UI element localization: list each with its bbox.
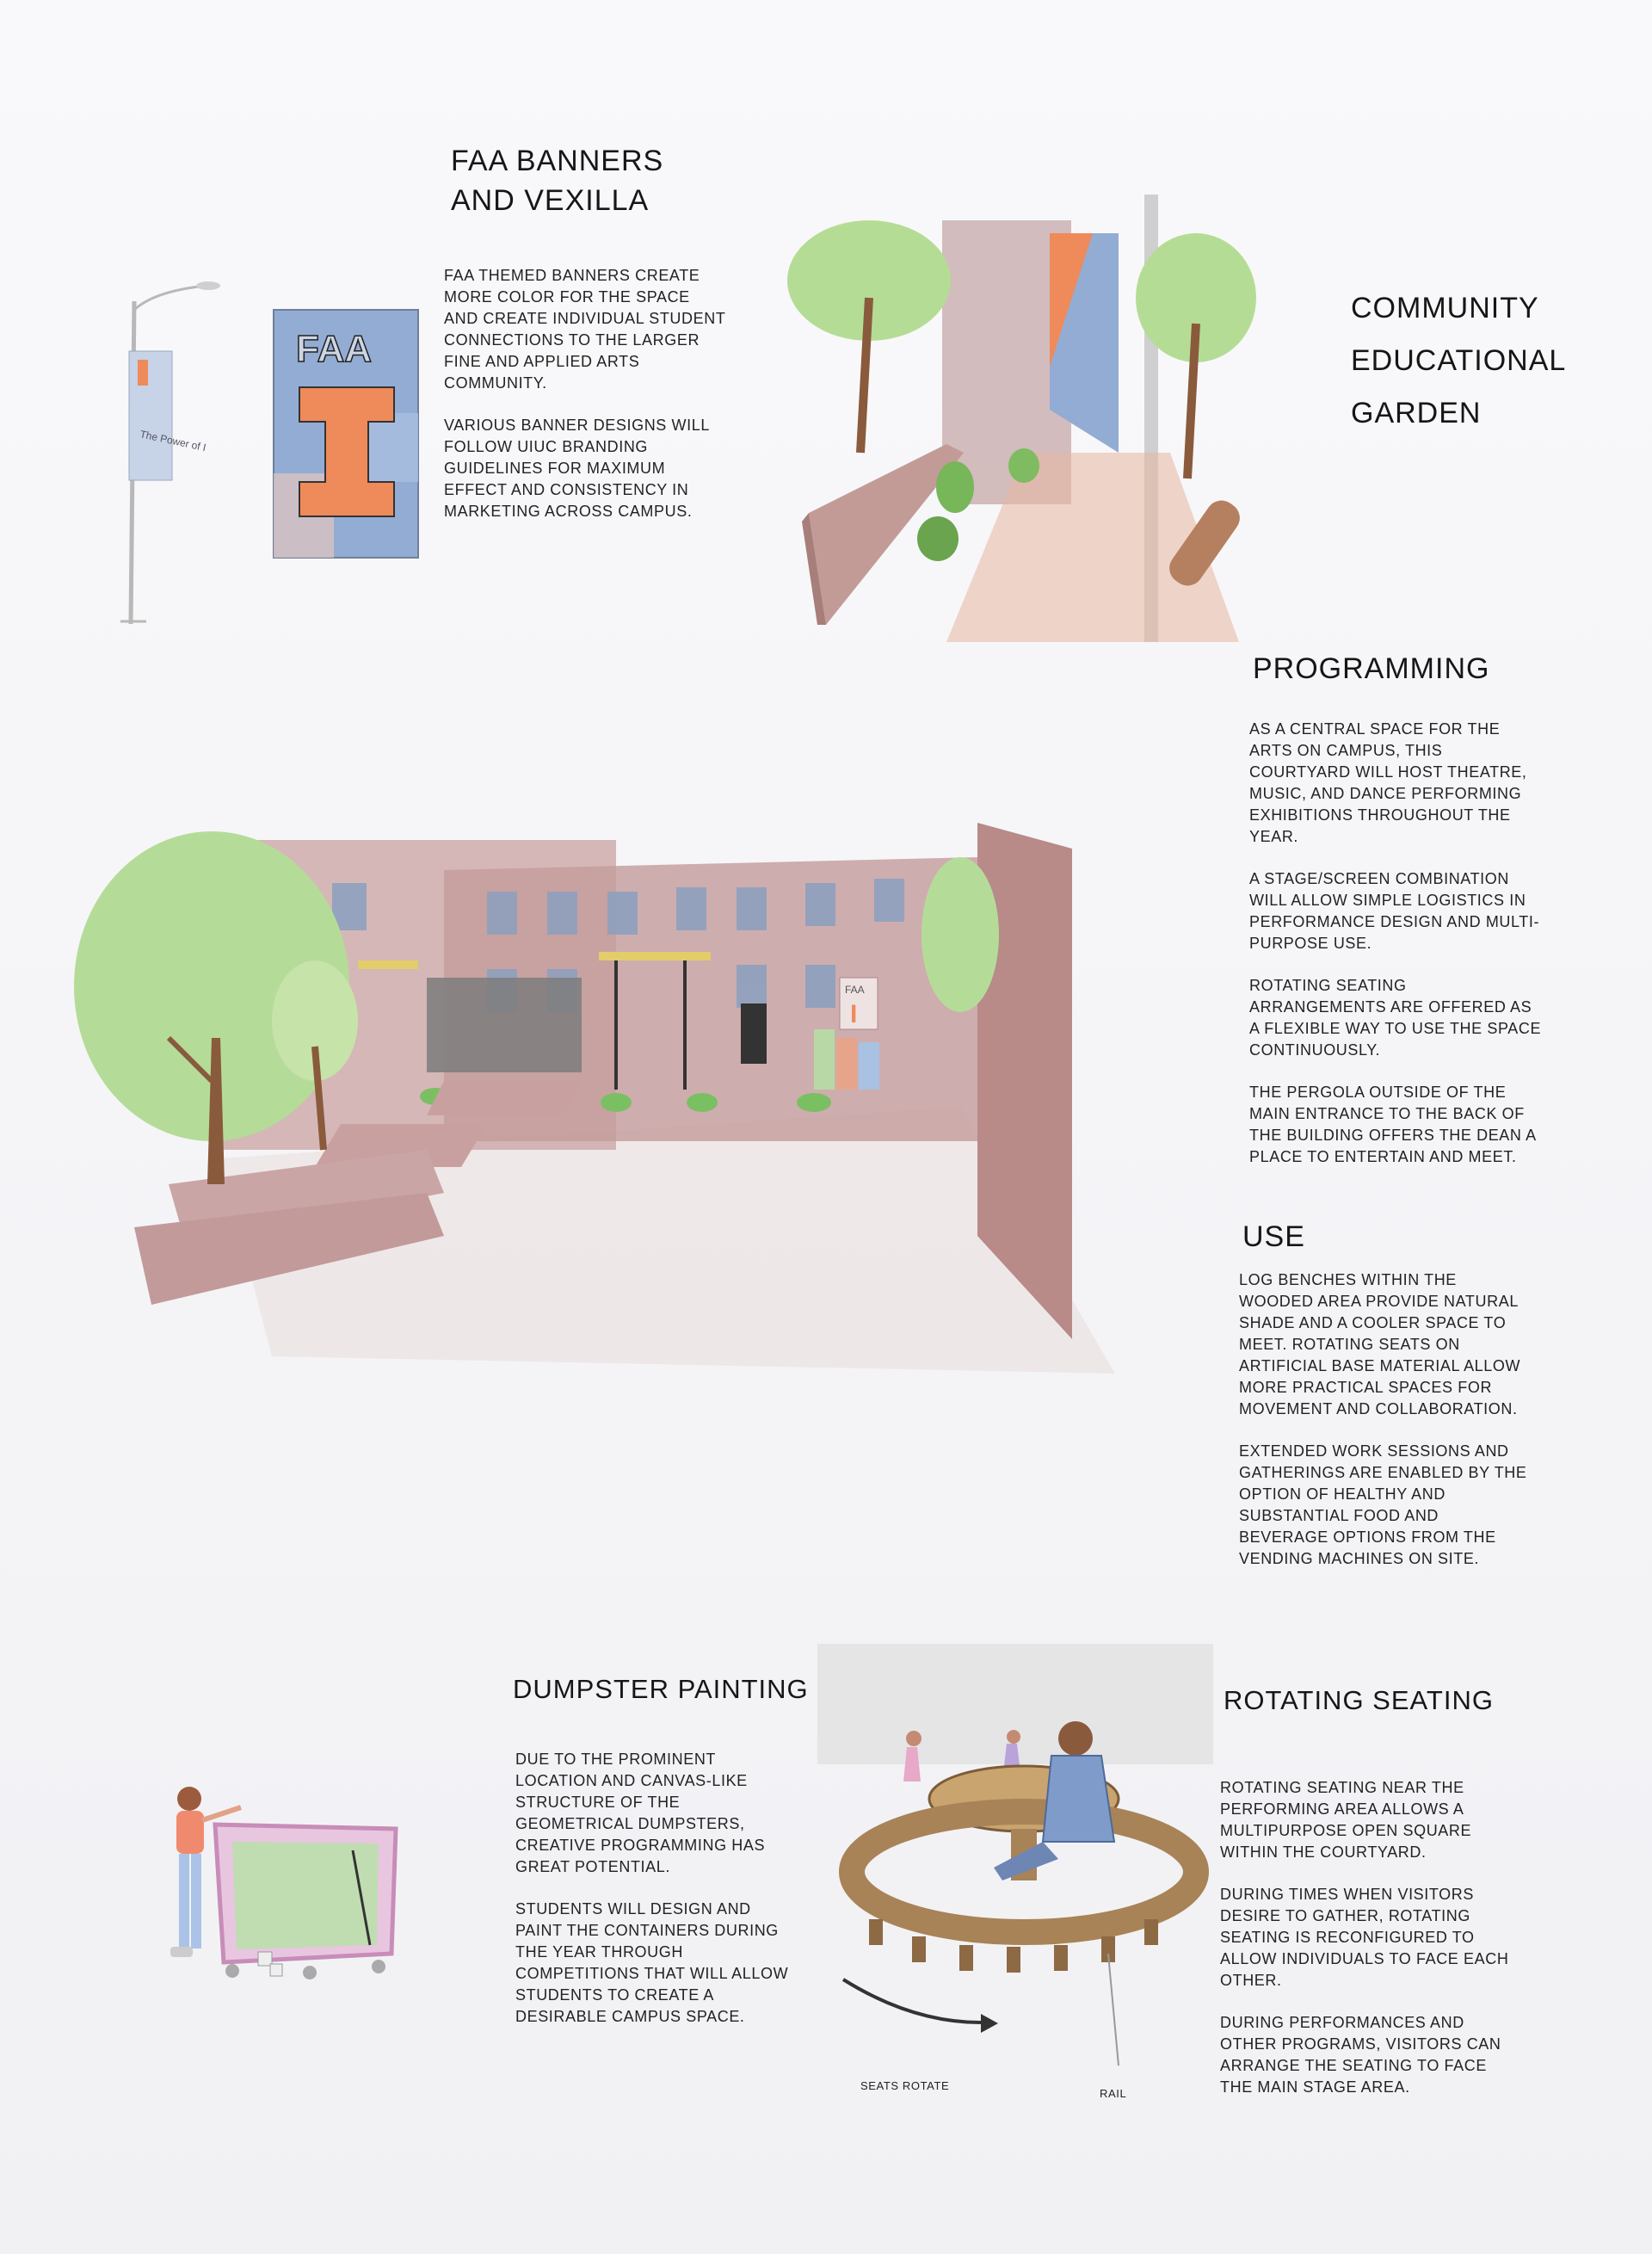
faa-banner-sketch: [274, 310, 420, 559]
programming-heading: PROGRAMMING: [1253, 652, 1490, 685]
rotating-paragraph-1: ROTATING SEATING NEAR THE PERFORMING AREA ALLOWS A MULTIPURPOSE OPEN SQUARE WITHIN THE COURTYARD.: [1220, 1779, 1472, 1861]
courtyard-sign-faa: FAA: [845, 984, 865, 996]
dumpster-paragraph-2: STUDENTS WILL DESIGN AND PAINT THE CONTAINERS DURING THE YEAR THROUGH COMPETITIONS THAT WILL ALLOW STUDENTS TO CREATE A DESIRABLE CAMPUS SPACE.: [515, 1900, 789, 2025]
courtyard-sign-letter: I: [850, 1000, 858, 1028]
rotating-paragraph-3: DURING PERFORMANCES AND OTHER PROGRAMS, VISITORS CAN ARRANGE THE SEATING TO FACE THE MAIN STAGE AREA.: [1220, 2014, 1501, 2096]
rotating-heading: ROTATING SEATING: [1224, 1685, 1494, 1715]
garden-heading: COMMUNITY EDUCATIONAL GARDEN: [1351, 292, 1567, 429]
lamp-post-banner-sketch: [112, 275, 232, 637]
rotating-text: [1220, 1777, 1513, 2119]
programming-paragraph-2: A STAGE/SCREEN COMBINATION WILL ALLOW SIMPLE LOGISTICS IN PERFORMANCE DESIGN AND MULTI-PURPOSE USE.: [1249, 870, 1540, 952]
lamp-banner-text: The Power of I: [139, 428, 207, 454]
banners-heading: FAA BANNERS AND VEXILLA: [451, 145, 664, 217]
courtyard-sketch: [83, 823, 1081, 1365]
use-heading: USE: [1242, 1220, 1305, 1253]
banners-text: [444, 265, 728, 543]
programming-paragraph-1: AS A CENTRAL SPACE FOR THE ARTS ON CAMPUS, THIS COURTYARD WILL HOST THEATRE, MUSIC, AND DANCE PERFORMING EXHIBITIONS THROUGHOUT THE YEAR.: [1249, 720, 1527, 845]
use-paragraph-2: EXTENDED WORK SESSIONS AND GATHERINGS ARE ENABLED BY THE OPTION OF HEALTHY AND SUBSTANTIAL FOOD AND BEVERAGE OPTIONS FROM THE VENDING MACHINES ON SITE.: [1239, 1442, 1527, 1567]
seats-rotate-label: SEATS ROTATE: [860, 2079, 950, 2092]
programming-text: [1249, 719, 1542, 1189]
dumpster-paragraph-1: DUE TO THE PROMINENT LOCATION AND CANVAS-LIKE STRUCTURE OF THE GEOMETRICAL DUMPSTERS, CREATIVE PROGRAMMING HAS GREAT POTENTIAL.: [515, 1751, 766, 1875]
programming-paragraph-4: THE PERGOLA OUTSIDE OF THE MAIN ENTRANCE TO THE BACK OF THE BUILDING OFFERS THE DEAN A PLACE TO ENTERTAIN AND MEET.: [1249, 1084, 1536, 1165]
dumpster-text: [515, 1749, 799, 2048]
dumpster-painting-sketch: [155, 1782, 413, 1979]
programming-paragraph-3: ROTATING SEATING ARRANGEMENTS ARE OFFERED AS A FLEXIBLE WAY TO USE THE SPACE CONTINUOUSLY.: [1249, 977, 1542, 1059]
use-paragraph-1: LOG BENCHES WITHIN THE WOODED AREA PROVIDE NATURAL SHADE AND A COOLER SPACE TO MEET. ROTATING SEATS ON ARTIFICIAL BASE MATERIAL ALLOW MORE PRACTICAL SPACES FOR MOVEMENT AND COLLABORATION.: [1239, 1271, 1521, 1417]
garden-sketch: [792, 195, 1239, 642]
dumpster-heading: DUMPSTER PAINTING: [513, 1674, 809, 1704]
faa-banner-text: FAA: [296, 328, 372, 370]
use-text: [1239, 1269, 1532, 1590]
rail-label: RAIL: [1100, 2087, 1127, 2100]
rotating-paragraph-2: DURING TIMES WHEN VISITORS DESIRE TO GATHER, ROTATING SEATING IS RECONFIGURED TO ALLOW INDIVIDUALS TO FACE EACH OTHER.: [1220, 1886, 1509, 1989]
banners-paragraph-1: FAA THEMED BANNERS CREATE MORE COLOR FOR THE SPACE AND CREATE INDIVIDUAL STUDENT CONNECTIONS TO THE LARGER FINE AND APPLIED ARTS COMMUNITY.: [444, 267, 726, 392]
rotating-seating-sketch: [817, 1644, 1213, 2074]
banners-paragraph-2: VARIOUS BANNER DESIGNS WILL FOLLOW UIUC BRANDING GUIDELINES FOR MAXIMUM EFFECT AND CONSISTENCY IN MARKETING ACROSS CAMPUS.: [444, 417, 710, 520]
